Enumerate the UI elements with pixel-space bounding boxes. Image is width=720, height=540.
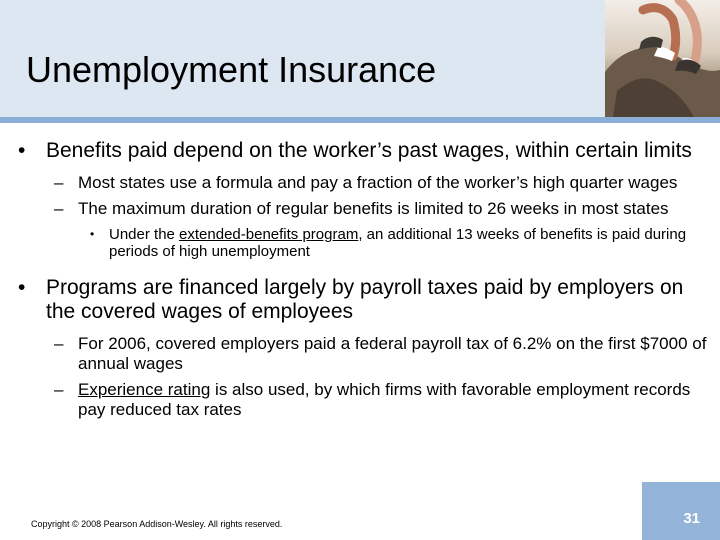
sub-bullet-post-text: is also used, by which firms with favorable employment records pay reduced tax rates bbox=[78, 380, 691, 419]
dash-bullet-icon: – bbox=[54, 334, 64, 353]
page-number: 31 bbox=[683, 510, 700, 527]
dash-bullet-icon: – bbox=[54, 380, 64, 399]
hiker-photo bbox=[605, 0, 720, 117]
sub-bullet-text: Most states use a formula and pay a fraction of the worker’s high quarter wages bbox=[78, 173, 678, 192]
page-number-box bbox=[642, 482, 720, 540]
copyright-notice: Copyright © 2008 Pearson Addison-Wesley. All rights reserved. bbox=[31, 519, 283, 529]
bullet-dot-icon: • bbox=[18, 276, 26, 299]
small-bullet-icon: • bbox=[90, 227, 95, 241]
nested-bullet-pre-text: Under the bbox=[109, 226, 180, 243]
sub-bullet-text: For 2006, covered employers paid a federal payroll tax of 6.2% on the first $7000 of annual wages bbox=[78, 334, 707, 373]
slide-title: Unemployment Insurance bbox=[26, 49, 437, 90]
sub-bullet-formula bbox=[18, 173, 708, 193]
sub-bullet-duration bbox=[18, 199, 708, 219]
slide-content bbox=[18, 139, 708, 426]
bullet-benefits bbox=[18, 139, 708, 163]
bullet-text: Benefits paid depend on the worker’s past wages, within certain limits bbox=[46, 139, 692, 162]
sub-bullet-experience-rating bbox=[18, 380, 708, 420]
dash-bullet-icon: – bbox=[54, 199, 64, 218]
nested-bullet-extended-benefits bbox=[18, 226, 708, 260]
bullet-text: Programs are financed largely by payroll taxes paid by employers on the covered wages of employees bbox=[46, 276, 684, 323]
experience-rating-link[interactable]: Experience rating bbox=[78, 380, 211, 399]
bullet-financing bbox=[18, 276, 708, 324]
nested-bullet-post-text: , an additional 13 weeks of benefits is paid during periods of high unemployment bbox=[109, 226, 687, 260]
dash-bullet-icon: – bbox=[54, 173, 64, 192]
sub-bullet-text: The maximum duration of regular benefits is limited to 26 weeks in most states bbox=[78, 199, 669, 218]
title-divider bbox=[0, 117, 720, 123]
sub-bullet-payroll-tax bbox=[18, 334, 708, 374]
bullet-dot-icon: • bbox=[18, 139, 26, 162]
extended-benefits-program-link[interactable]: extended-benefits program bbox=[179, 226, 359, 243]
